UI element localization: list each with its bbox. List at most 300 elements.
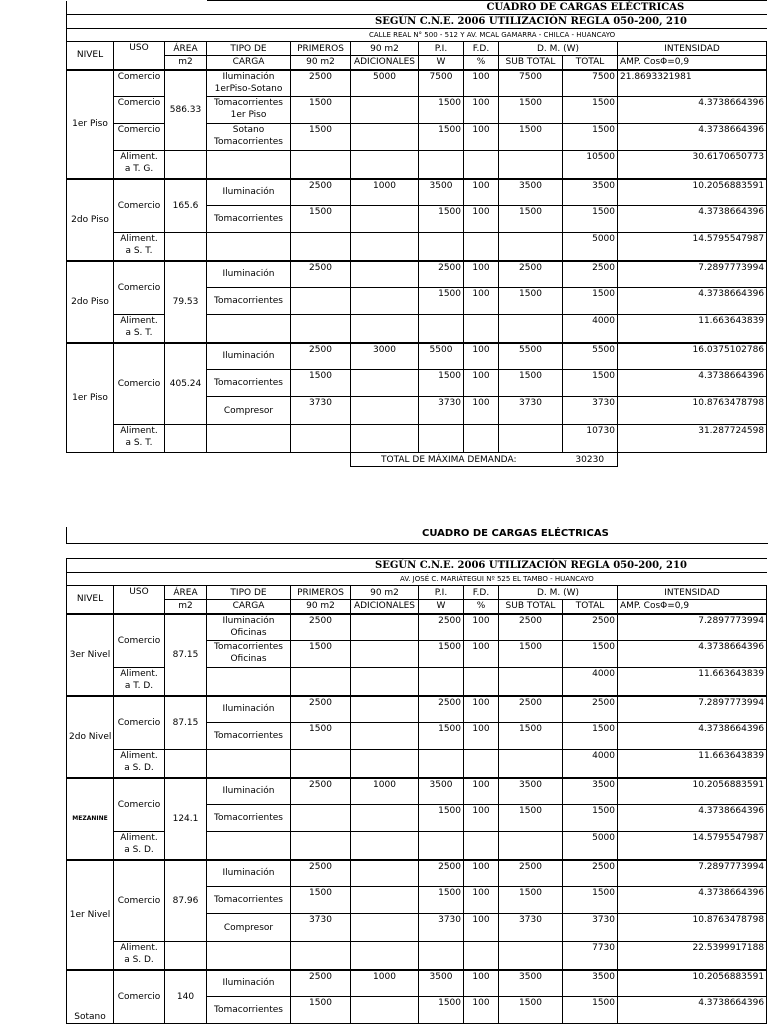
adicionales-cell	[351, 288, 419, 315]
uso-cell	[114, 151, 165, 179]
subtotal-cell: 2500	[499, 696, 563, 723]
fd-cell	[464, 425, 499, 453]
tipo-cell	[207, 233, 291, 261]
pi-cell: 3500	[419, 179, 464, 206]
area-cell	[165, 750, 207, 778]
primeros-cell: 1500	[291, 723, 351, 750]
intensidad-cell: 31.287724598	[618, 425, 767, 453]
subtotal-cell: 3730	[499, 397, 563, 425]
fd-cell: 100	[464, 288, 499, 315]
primeros-cell: 2500	[291, 696, 351, 723]
table-row	[67, 343, 767, 370]
pi-cell: 1500	[419, 997, 464, 1024]
tipo-cell	[207, 668, 291, 696]
subtotal-cell: 1500	[499, 641, 563, 668]
pi-cell: 1500	[419, 288, 464, 315]
header-subtotal: SUB TOTAL	[499, 56, 563, 70]
intensidad-cell: 4.3738664396	[618, 97, 767, 124]
header-pi-unit: W	[419, 56, 464, 70]
tipo-cell: Iluminación	[207, 970, 291, 997]
subtotal-cell	[499, 832, 563, 860]
fd-cell: 100	[464, 70, 499, 97]
total-cell: 5000	[563, 233, 618, 261]
primeros-cell: 2500	[291, 343, 351, 370]
header-pi-unit: W	[419, 600, 464, 614]
total-cell: 7500	[563, 70, 618, 97]
fd-cell: 100	[464, 696, 499, 723]
total-cell: 3500	[563, 179, 618, 206]
tipo-cell: Tomacorrientes	[207, 723, 291, 750]
subtotal-cell: 1500	[499, 805, 563, 832]
pi-cell: 3500	[419, 970, 464, 997]
uso-line: Aliment.	[120, 316, 158, 326]
subtotal-cell: 1500	[499, 288, 563, 315]
tipo-cell	[207, 614, 291, 641]
tipo-line: Iluminación	[222, 71, 275, 82]
adicionales-cell	[351, 997, 419, 1024]
pi-cell: 1500	[419, 124, 464, 151]
header-dm: D. M. (W)	[499, 42, 618, 56]
area-cell	[165, 233, 207, 261]
tipo-cell: Tomacorrientes	[207, 887, 291, 914]
adicionales-cell	[351, 668, 419, 696]
intensidad-cell: 4.3738664396	[618, 887, 767, 914]
intensidad-cell: 10.2056883591	[618, 179, 767, 206]
header-intensidad: INTENSIDAD	[618, 586, 767, 600]
primeros-cell: 2500	[291, 179, 351, 206]
area-cell: 87.15	[165, 696, 207, 750]
pi-cell: 2500	[419, 614, 464, 641]
subtotal-cell: 2500	[499, 614, 563, 641]
tipo-cell: Tomacorrientes	[207, 370, 291, 397]
total-demand-label: TOTAL DE MÁXIMA DEMANDA:	[351, 453, 563, 467]
subtotal-cell: 5500	[499, 343, 563, 370]
subtotal-cell	[499, 233, 563, 261]
adicionales-cell	[351, 151, 419, 179]
subtotal-cell: 3500	[499, 970, 563, 997]
pi-cell	[419, 750, 464, 778]
pi-cell: 1500	[419, 887, 464, 914]
table-row	[67, 942, 767, 970]
nivel-cell: 1er Piso	[67, 343, 114, 453]
area-cell	[165, 425, 207, 453]
uso-line: a S. T.	[125, 438, 153, 448]
total-row	[67, 453, 767, 467]
area-cell: 165.6	[165, 179, 207, 233]
pi-cell: 2500	[419, 696, 464, 723]
tipo-cell: Compresor	[207, 397, 291, 425]
pi-cell	[419, 315, 464, 343]
fd-cell	[464, 233, 499, 261]
table-row	[67, 233, 767, 261]
adicionales-cell: 1000	[351, 970, 419, 997]
header-fd: F.D.	[464, 42, 499, 56]
tipo-line: Tomacorrientes	[214, 137, 283, 147]
uso-cell: Comercio	[114, 179, 165, 233]
header-pi: P.I.	[419, 42, 464, 56]
intensidad-cell: 7.2897773994	[618, 696, 767, 723]
adicionales-cell	[351, 750, 419, 778]
tipo-cell	[207, 151, 291, 179]
fd-cell: 100	[464, 997, 499, 1024]
subtotal-cell: 1500	[499, 124, 563, 151]
subtotal-cell: 7500	[499, 70, 563, 97]
header-nivel: NIVEL	[67, 42, 114, 70]
fd-cell: 100	[464, 887, 499, 914]
uso-cell: Comercio	[114, 124, 165, 151]
subtotal-cell: 3500	[499, 179, 563, 206]
uso-line: Aliment.	[120, 943, 158, 953]
pi-cell: 1500	[419, 370, 464, 397]
intensidad-cell: 7.2897773994	[618, 860, 767, 887]
adicionales-cell	[351, 261, 419, 288]
subtotal-cell	[499, 425, 563, 453]
adicionales-cell	[351, 233, 419, 261]
primeros-cell	[291, 750, 351, 778]
fd-cell	[464, 151, 499, 179]
table-subtitle: SEGÚN C.N.E. 2006 UTILIZACIÓN REGLA 050-200, 210	[67, 15, 767, 29]
primeros-cell	[291, 832, 351, 860]
total-cell: 1500	[563, 887, 618, 914]
subtotal-cell: 3730	[499, 914, 563, 942]
header-tipo: TIPO DE	[207, 586, 291, 600]
intensidad-cell: 11.663643839	[618, 668, 767, 696]
uso-cell: Comercio	[114, 696, 165, 750]
subtotal-cell	[499, 151, 563, 179]
primeros-cell	[291, 805, 351, 832]
header-area-unit: m2	[165, 600, 207, 614]
fd-cell: 100	[464, 343, 499, 370]
fd-cell	[464, 750, 499, 778]
nivel-cell: 2do Nivel	[67, 696, 114, 778]
intensidad-cell: 4.3738664396	[618, 997, 767, 1024]
adicionales-cell	[351, 397, 419, 425]
intensidad-cell: 4.3738664396	[618, 124, 767, 151]
total-cell: 1500	[563, 641, 618, 668]
uso-cell	[114, 425, 165, 453]
total-cell: 4000	[563, 750, 618, 778]
tipo-line: Tomacorrientes	[214, 98, 283, 108]
table-row	[67, 750, 767, 778]
area-cell	[165, 942, 207, 970]
header-intensidad: INTENSIDAD	[618, 42, 767, 56]
header-area-unit: m2	[165, 56, 207, 70]
adicionales-cell	[351, 942, 419, 970]
total-cell: 1500	[563, 206, 618, 233]
primeros-cell	[291, 233, 351, 261]
primeros-cell: 1500	[291, 124, 351, 151]
intensidad-cell: 30.6170650773	[618, 151, 767, 179]
uso-cell	[114, 750, 165, 778]
total-cell: 3500	[563, 970, 618, 997]
primeros-cell	[291, 315, 351, 343]
pi-cell	[419, 942, 464, 970]
subtotal-cell: 1500	[499, 97, 563, 124]
adicionales-cell	[351, 805, 419, 832]
intensidad-cell: 7.2897773994	[618, 261, 767, 288]
pi-cell: 1500	[419, 723, 464, 750]
primeros-cell: 2500	[291, 614, 351, 641]
header-fd: F.D.	[464, 586, 499, 600]
primeros-cell	[291, 288, 351, 315]
total-cell: 10500	[563, 151, 618, 179]
adicionales-cell	[351, 315, 419, 343]
primeros-cell: 1500	[291, 97, 351, 124]
intensidad-cell: 10.2056883591	[618, 970, 767, 997]
area-cell	[165, 151, 207, 179]
nivel-cell: 1er Nivel	[67, 860, 114, 970]
uso-cell: Comercio	[114, 614, 165, 668]
table-row	[67, 778, 767, 805]
tipo-line: 1er Piso	[230, 110, 267, 120]
header-dm: D. M. (W)	[499, 586, 618, 600]
area-cell: 405.24	[165, 343, 207, 425]
fd-cell: 100	[464, 397, 499, 425]
uso-line: Aliment.	[120, 833, 158, 843]
uso-cell: Comercio	[114, 97, 165, 124]
uso-line: Aliment.	[120, 426, 158, 436]
tipo-cell	[207, 832, 291, 860]
nivel-cell: Sotano	[67, 970, 114, 1024]
pi-cell	[419, 151, 464, 179]
table-title: CUADRO DE CARGAS ELÉCTRICAS	[207, 1, 767, 15]
total-cell: 3500	[563, 778, 618, 805]
total-cell: 1500	[563, 723, 618, 750]
uso-line: a S. D.	[124, 845, 154, 855]
intensidad-cell: 16.0375102786	[618, 343, 767, 370]
tipo-cell: Tomacorrientes	[207, 288, 291, 315]
tipo-cell	[207, 942, 291, 970]
header-adicionales: 90 m2	[351, 42, 419, 56]
header-total: TOTAL	[563, 600, 618, 614]
intensidad-cell: 11.663643839	[618, 315, 767, 343]
fd-cell: 100	[464, 805, 499, 832]
header-area: ÁREA	[165, 42, 207, 56]
adicionales-cell: 5000	[351, 70, 419, 97]
table-row	[67, 860, 767, 887]
table-subtitle: SEGÚN C.N.E. 2006 UTILIZACIÓN REGLA 050-200, 210	[67, 559, 767, 573]
fd-cell	[464, 668, 499, 696]
subtotal-cell: 2500	[499, 261, 563, 288]
header-primeros-2: 90 m2	[291, 56, 351, 70]
uso-line: a S. T.	[125, 246, 153, 256]
adicionales-cell	[351, 370, 419, 397]
fd-cell: 100	[464, 914, 499, 942]
intensidad-cell: 10.2056883591	[618, 778, 767, 805]
adicionales-cell	[351, 206, 419, 233]
fd-cell: 100	[464, 723, 499, 750]
primeros-cell: 3730	[291, 914, 351, 942]
total-cell: 2500	[563, 614, 618, 641]
header-pi: P.I.	[419, 586, 464, 600]
table-address: CALLE REAL N° 500 - 512 Y AV. MCAL GAMARRA - CHILCA - HUANCAYO	[67, 29, 767, 42]
intensidad-cell: 10.8763478798	[618, 397, 767, 425]
area-cell: 586.33	[165, 70, 207, 151]
uso-line: a T. D.	[124, 681, 154, 691]
table-row	[67, 970, 767, 997]
pi-cell: 7500	[419, 70, 464, 97]
intensidad-cell: 4.3738664396	[618, 206, 767, 233]
header-adicionales: 90 m2	[351, 586, 419, 600]
total-cell: 1500	[563, 805, 618, 832]
header-amp: AMP. CosΦ=0,9	[618, 600, 767, 614]
header-tipo-2: CARGA	[207, 600, 291, 614]
uso-line: Aliment.	[120, 152, 158, 162]
pi-cell: 1500	[419, 97, 464, 124]
tipo-cell: Iluminación	[207, 261, 291, 288]
area-cell: 87.96	[165, 860, 207, 942]
area-cell: 124.1	[165, 778, 207, 860]
total-cell: 1500	[563, 370, 618, 397]
tipo-line: 1erPiso-Sotano	[214, 83, 283, 94]
subtotal-cell: 1500	[499, 206, 563, 233]
tipo-cell	[207, 750, 291, 778]
total-cell: 2500	[563, 261, 618, 288]
fd-cell: 100	[464, 261, 499, 288]
uso-cell: Comercio	[114, 970, 165, 1024]
header-total: TOTAL	[563, 56, 618, 70]
table-row	[67, 261, 767, 288]
fd-cell: 100	[464, 778, 499, 805]
total-cell: 1500	[563, 124, 618, 151]
tipo-line: Tomacorrientes	[214, 642, 283, 652]
total-cell: 5500	[563, 343, 618, 370]
header-fd-unit: %	[464, 56, 499, 70]
uso-cell: Comercio	[114, 70, 165, 97]
fd-cell: 100	[464, 614, 499, 641]
tipo-line: Sotano	[232, 125, 265, 135]
nivel-cell: 3er Nivel	[67, 614, 114, 696]
header-adicionales-2: ADICIONALES	[351, 600, 419, 614]
pi-cell	[419, 832, 464, 860]
tipo-line: Iluminación	[222, 615, 275, 626]
uso-cell	[114, 315, 165, 343]
load-table-1	[66, 0, 768, 467]
intensidad-cell: 14.5795547987	[618, 832, 767, 860]
uso-line: a S. T.	[125, 328, 153, 338]
tipo-cell: Tomacorrientes	[207, 805, 291, 832]
adicionales-cell	[351, 832, 419, 860]
header-uso: USO	[114, 42, 165, 70]
total-demand-value: 30230	[563, 453, 618, 467]
adicionales-cell	[351, 97, 419, 124]
adicionales-cell	[351, 723, 419, 750]
subtotal-cell	[499, 942, 563, 970]
uso-cell: Comercio	[114, 778, 165, 832]
total-cell: 2500	[563, 696, 618, 723]
total-cell: 10730	[563, 425, 618, 453]
pi-cell	[419, 668, 464, 696]
uso-line: a T. G.	[124, 164, 154, 174]
tipo-cell: Iluminación	[207, 179, 291, 206]
header-primeros-2: 90 m2	[291, 600, 351, 614]
total-cell: 1500	[563, 997, 618, 1024]
tipo-cell: Tomacorrientes	[207, 997, 291, 1024]
tipo-cell: Iluminación	[207, 778, 291, 805]
table2-title: CUADRO DE CARGAS ELÉCTRICAS	[422, 528, 609, 539]
pi-cell: 2500	[419, 261, 464, 288]
pi-cell: 3730	[419, 914, 464, 942]
adicionales-cell	[351, 887, 419, 914]
primeros-cell: 2500	[291, 970, 351, 997]
adicionales-cell: 1000	[351, 778, 419, 805]
adicionales-cell	[351, 124, 419, 151]
intensidad-cell: 4.3738664396	[618, 805, 767, 832]
adicionales-cell	[351, 614, 419, 641]
table-row	[67, 425, 767, 453]
total-cell: 2500	[563, 860, 618, 887]
intensidad-cell: 4.3738664396	[618, 723, 767, 750]
pi-cell: 3730	[419, 397, 464, 425]
table-row	[67, 179, 767, 206]
nivel-cell: MEZANINE	[67, 778, 114, 860]
header-primeros: PRIMEROS	[291, 586, 351, 600]
adicionales-cell	[351, 641, 419, 668]
load-table-2	[66, 558, 768, 1024]
nivel-cell: 2do Piso	[67, 179, 114, 261]
fd-cell: 100	[464, 970, 499, 997]
header-tipo: TIPO DE	[207, 42, 291, 56]
uso-cell: Comercio	[114, 343, 165, 425]
tipo-cell: Compresor	[207, 914, 291, 942]
total-cell: 3730	[563, 914, 618, 942]
table-row	[67, 151, 767, 179]
intensidad-cell: 4.3738664396	[618, 370, 767, 397]
tipo-line: Oficinas	[230, 627, 267, 638]
tipo-line: Oficinas	[230, 654, 267, 664]
intensidad-cell: 4.3738664396	[618, 288, 767, 315]
subtotal-cell: 3500	[499, 778, 563, 805]
fd-cell	[464, 832, 499, 860]
table2-heading	[66, 527, 768, 544]
header-primeros: PRIMEROS	[291, 42, 351, 56]
pi-cell: 3500	[419, 778, 464, 805]
intensidad-cell: 21.8693321981	[618, 70, 767, 97]
table-row	[67, 614, 767, 641]
primeros-cell: 2500	[291, 860, 351, 887]
subtotal-cell: 1500	[499, 887, 563, 914]
intensidad-cell: 7.2897773994	[618, 614, 767, 641]
intensidad-cell: 10.8763478798	[618, 914, 767, 942]
primeros-cell: 1500	[291, 206, 351, 233]
adicionales-cell: 3000	[351, 343, 419, 370]
fd-cell: 100	[464, 860, 499, 887]
primeros-cell: 2500	[291, 70, 351, 97]
total-cell: 1500	[563, 97, 618, 124]
adicionales-cell: 1000	[351, 179, 419, 206]
table-row	[67, 696, 767, 723]
pi-cell: 5500	[419, 343, 464, 370]
uso-line: a S. D.	[124, 763, 154, 773]
uso-cell	[114, 233, 165, 261]
total-cell: 4000	[563, 315, 618, 343]
uso-cell	[114, 942, 165, 970]
area-cell: 87.15	[165, 614, 207, 696]
primeros-cell: 3730	[291, 397, 351, 425]
tipo-cell: Iluminación	[207, 343, 291, 370]
primeros-cell: 1500	[291, 997, 351, 1024]
uso-line: Aliment.	[120, 669, 158, 679]
adicionales-cell	[351, 860, 419, 887]
adicionales-cell	[351, 425, 419, 453]
uso-line: a S. D.	[124, 955, 154, 965]
tipo-cell	[207, 97, 291, 124]
fd-cell: 100	[464, 370, 499, 397]
primeros-cell: 1500	[291, 370, 351, 397]
nivel-cell: 2do Piso	[67, 261, 114, 343]
table-row	[67, 70, 767, 97]
adicionales-cell	[351, 914, 419, 942]
